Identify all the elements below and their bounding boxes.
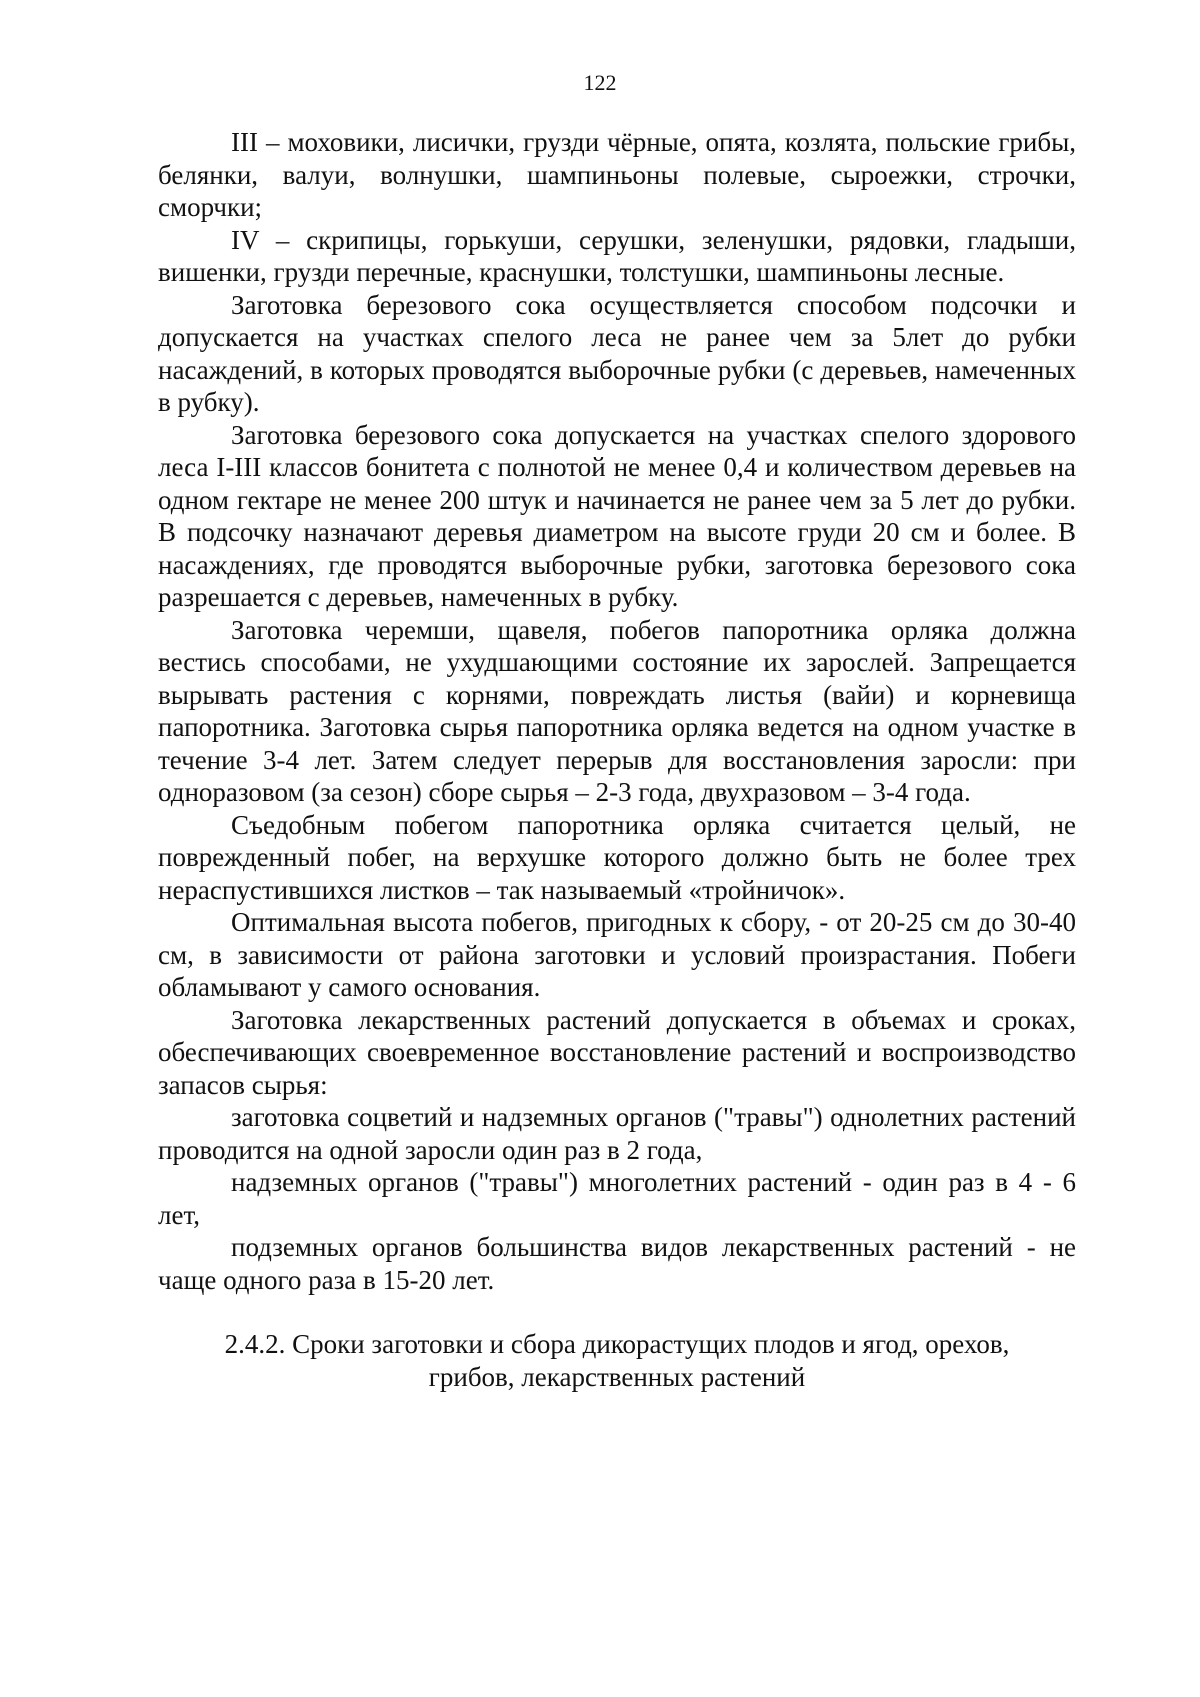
paragraph-fern-harvesting: Заготовка черемши, щавеля, побегов папоротника орляка должна вестись способами, не ухудшающими состояние их зарослей. Запрещается вырывать растения с корнями, повреждать листья (вайи) и корневища папоротника. Заготовка сырья папоротника орляка ведется на одном участке в течение 3-4 лет. Затем следует перерыв для восстановления заросли: при одноразовом (за сезон) сборе сырья – 2-3 года, двухразовом – 3-4 года. [158,614,1076,807]
paragraph-shoot-height: Оптимальная высота побегов, пригодных к сбору, - от 20-25 см до 30-40 см, в зависимости от района заготовки и условий произрастания. Побеги обламывают у самого основания. [158,907,1076,1002]
section-heading-line-1: 2.4.2. Сроки заготовки и сбора дикорастущих плодов и ягод, орехов, [224,1329,1010,1359]
section-heading [158,1328,1076,1394]
paragraph-mushroom-category-3: III – моховики, лисички, грузди чёрные, опята, козлята, польские грибы, белянки, валуи, волнушки, шампиньоны полевые, сыроежки, строчки, сморчки; [158,127,1076,222]
paragraph-mushroom-category-4: IV – скрипицы, горькуши, серушки, зеленушки, рядовки, гладыши, вишенки, грузди перечные, краснушки, толстушки, шампиньоны лесные. [158,224,1076,287]
paragraph-underground-organs: подземных органов большинства видов лекарственных растений - не чаще одного раза в 15-20 лет. [158,1232,1076,1295]
page-number: 122 [583,70,617,95]
paragraph-perennial-plants: надземных органов ("травы") многолетних растений - один раз в 4 - 6 лет, [158,1167,1076,1230]
paragraph-medicinal-plants: Заготовка лекарственных растений допускается в объемах и сроках, обеспечивающих своевременное восстановление растений и воспроизводство запасов сырья: [158,1004,1076,1100]
paragraph-birch-sap-method: Заготовка березового сока осуществляется способом подсочки и допускается на участках спелого леса не ранее чем за 5лет до рубки насаждений, в которых проводятся выборочные рубки (с деревьев, намеченных в рубку). [158,289,1076,417]
section-heading-line-2: грибов, лекарственных растений [428,1362,806,1392]
paragraph-birch-sap-conditions: Заготовка березового сока допускается на участках спелого здорового леса I-III классов бонитета с полнотой не менее 0,4 и количеством деревьев на одном гектаре не менее 200 штук и начинается не ранее чем за 5 лет до рубки. В подсочку назначают деревья диаметром на высоте груди 20 см и более. В насаждениях, где проводятся выборочные рубки, заготовка березового сока разрешается с деревьев, намеченных в рубку. [158,419,1076,612]
page-body [158,126,1076,1394]
paragraph-edible-shoot: Съедобным побегом папоротника орляка считается целый, не поврежденный побег, на верхушке которого должно быть не более трех нераспустившихся листков – так называемый «тройничок». [158,809,1076,905]
paragraph-annual-plants: заготовка соцветий и надземных органов ("травы") однолетних растений проводится на одной заросли один раз в 2 года, [158,1102,1076,1165]
